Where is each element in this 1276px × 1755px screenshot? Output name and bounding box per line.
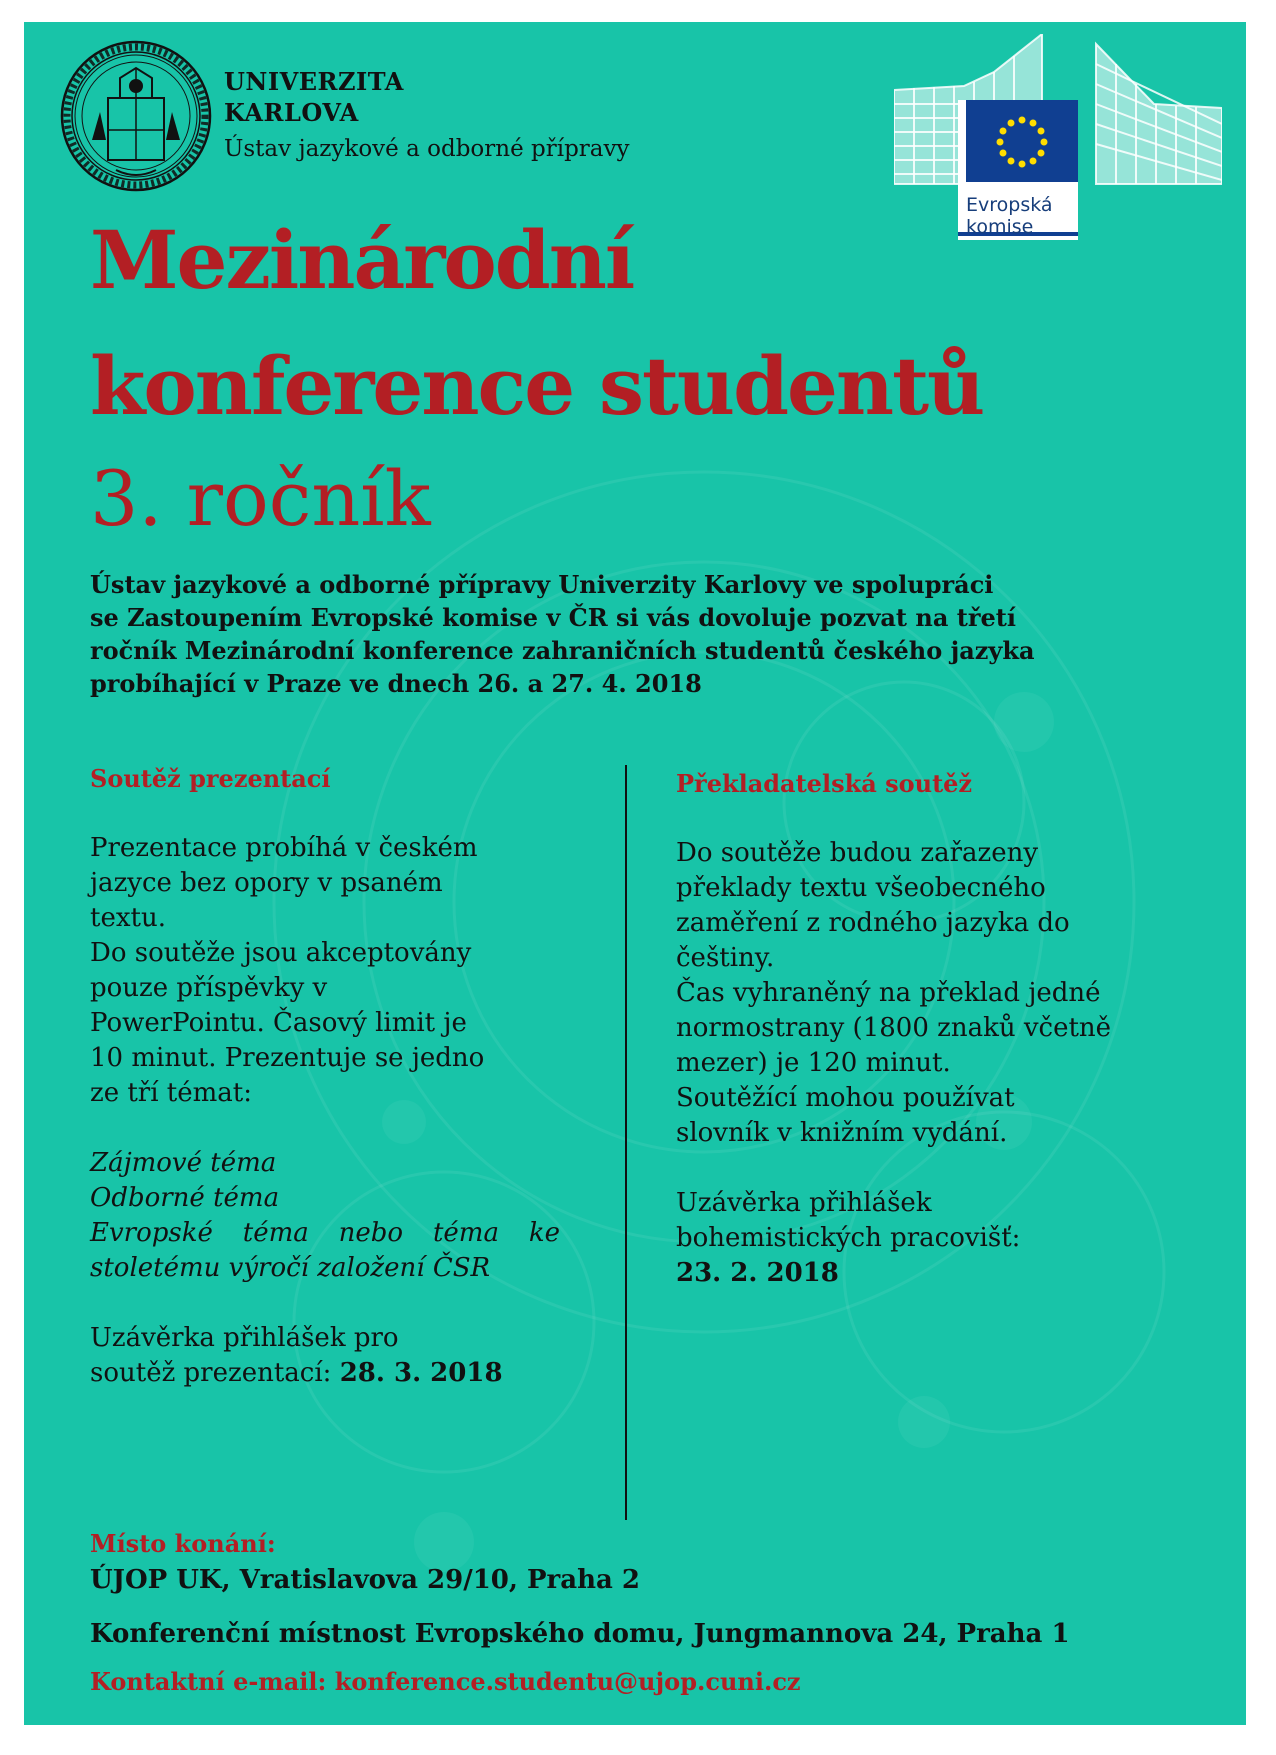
translation-line: překlady textu všeobecného	[676, 873, 1046, 903]
translation-line: Soutěžící mohou používat	[676, 1083, 1015, 1113]
translation-line: češtiny.	[676, 943, 775, 973]
presentation-deadline	[90, 1356, 560, 1391]
topic-item: Zájmové téma	[90, 1148, 277, 1178]
translation-deadline-date: 23. 2. 2018	[676, 1258, 839, 1288]
translation-line: normostrany (1800 znaků včetně	[676, 1013, 1112, 1043]
presentation-line: textu.	[90, 903, 166, 933]
presentation-deadline-label: Uzávěrka přihlášek pro	[90, 1323, 399, 1353]
presentation-heading: Soutěž prezentací	[90, 764, 331, 793]
translation-heading: Překladatelská soutěž	[676, 769, 973, 798]
translation-deadline-label: Uzávěrka přihlášek	[676, 1188, 932, 1218]
contact-line	[90, 1666, 1210, 1698]
university-name-line1: UNIVERZITA	[224, 67, 404, 96]
title-line2: konference studentů	[90, 339, 984, 433]
poster	[24, 22, 1246, 1725]
edition-subtitle: 3. ročník	[90, 454, 431, 543]
presentation-deadline-date: 28. 3. 2018	[339, 1358, 503, 1388]
venue-label: Místo konání:	[90, 1529, 276, 1558]
contact-label: Kontaktní e-mail:	[90, 1667, 335, 1696]
presentation-line: Do soutěže jsou akceptovány	[90, 938, 472, 968]
presentation-line: pouze příspěvky v	[90, 973, 328, 1003]
venue-address-2: Konferenční místnost Evropského domu, Jungmannova 24, Praha 1	[90, 1619, 1070, 1649]
intro-line: Ústav jazykové a odborné přípravy Univerzity Karlovy ve spolupráci	[90, 570, 994, 599]
translation-line: mezer) je 120 minut.	[676, 1048, 951, 1078]
ec-label-line1: Evropská	[966, 194, 1053, 216]
presentation-line: Prezentace probíhá v českém	[90, 833, 478, 863]
title-line1: Mezinárodní	[90, 213, 634, 307]
venue-address-1: ÚJOP UK, Vratislavova 29/10, Praha 2	[90, 1565, 640, 1595]
presentation-line: jazyce bez opory v psaném	[90, 868, 443, 898]
column-divider	[625, 765, 627, 1520]
university-seal-icon	[60, 40, 212, 192]
presentation-line: 10 minut. Prezentuje se jedno	[90, 1043, 485, 1073]
intro-line: ročník Mezinárodní konference zahraničních studentů českého jazyka	[90, 636, 1035, 665]
presentation-contest-section	[90, 762, 560, 1391]
translation-deadline-label: bohemistických pracovišť:	[676, 1223, 1021, 1253]
translation-line: Do soutěže budou zařazeny	[676, 838, 1039, 868]
topic-item: stoletému výročí založení ČSR	[90, 1253, 491, 1283]
intro-line: probíhající v Praze ve dnech 26. a 27. 4. 2018	[90, 669, 702, 698]
translation-line: Čas vyhraněný na překlad jedné	[676, 978, 1101, 1008]
translation-contest-section	[676, 767, 1176, 1291]
contact-email-link[interactable]: konference.studentu@ujop.cuni.cz	[334, 1667, 801, 1696]
topic-item: Evropské téma nebo téma ke	[90, 1218, 560, 1248]
presentation-line: ze tří témat:	[90, 1078, 253, 1108]
presentation-line: PowerPointu. Časový limit je	[90, 1008, 467, 1038]
european-commission-label	[966, 194, 1092, 238]
university-name-line2: KARLOVA	[224, 98, 359, 127]
intro-line: se Zastoupením Evropské komise v ČR si vás dovoluje pozvat na třetí	[90, 603, 1016, 632]
venue-section	[90, 1528, 1210, 1698]
department-name: Ústav jazykové a odborné přípravy	[224, 136, 630, 162]
topic-item: Odborné téma	[90, 1183, 280, 1213]
presentation-deadline-prefix: soutěž prezentací:	[90, 1358, 340, 1388]
topic-list	[90, 1146, 560, 1286]
intro-paragraph	[90, 568, 1190, 700]
university-name	[224, 66, 404, 128]
european-commission-logo-icon	[894, 34, 1222, 274]
ec-label-line2: komise	[966, 216, 1034, 238]
translation-line: slovník v knižním vydání.	[676, 1118, 1008, 1148]
translation-line: zaměření z rodného jazyka do	[676, 908, 1070, 938]
